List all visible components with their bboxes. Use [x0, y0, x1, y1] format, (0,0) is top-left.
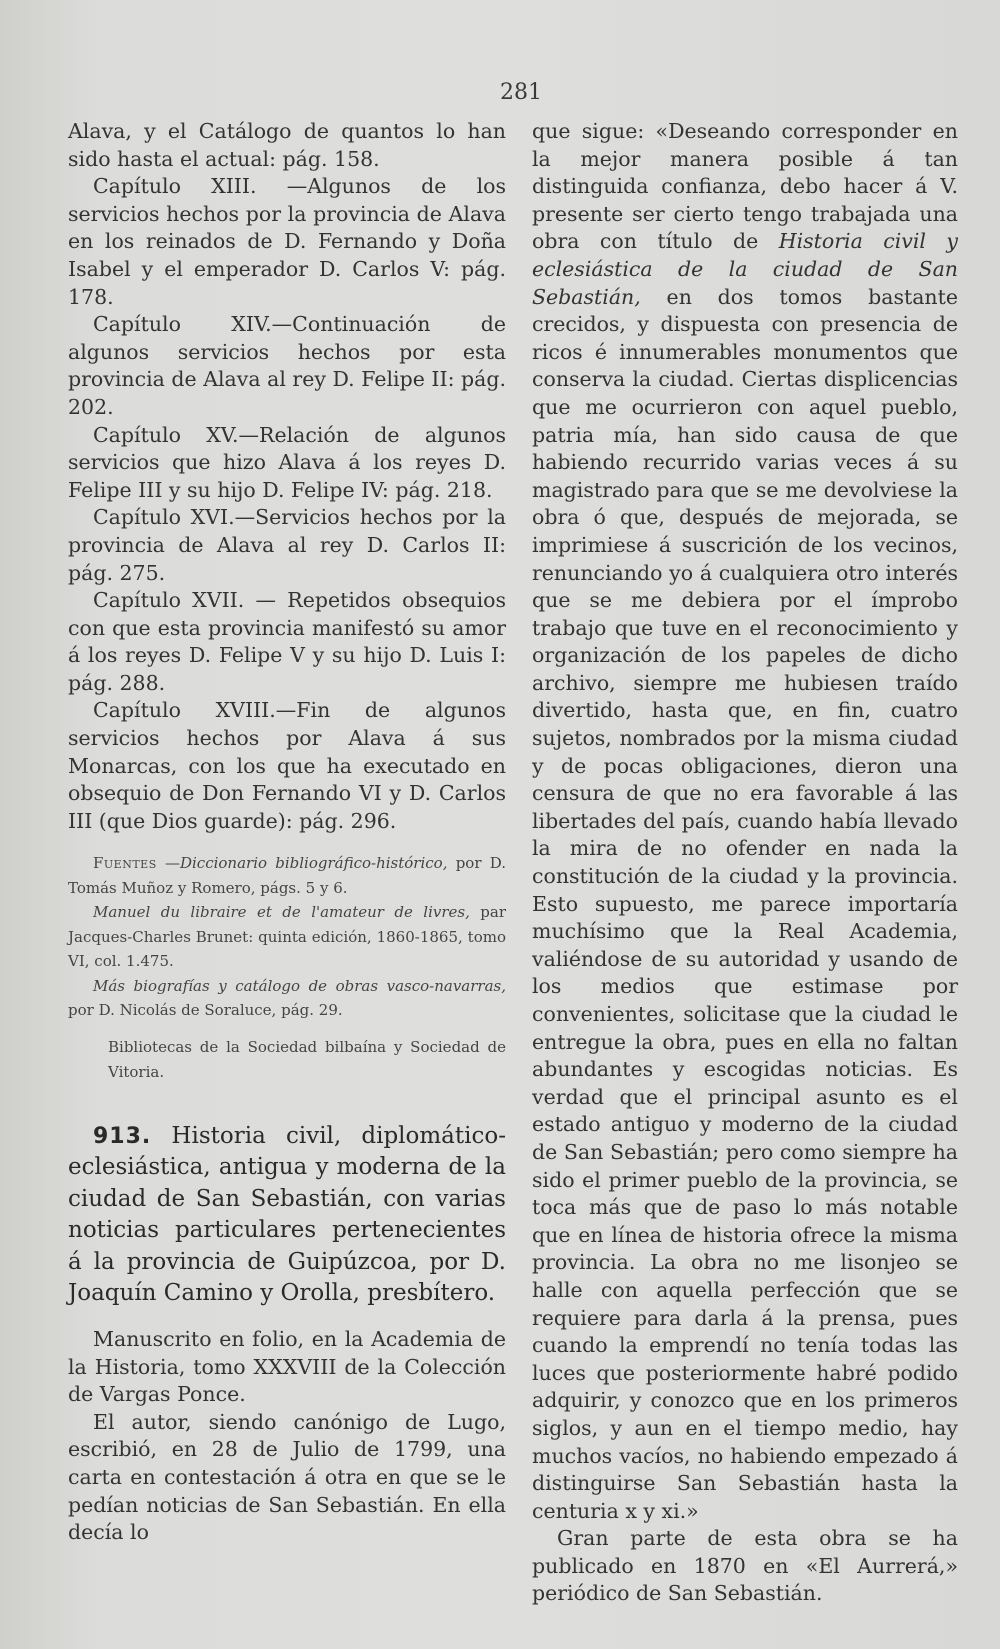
chapter-paragraph: Capítulo XVIII.—Fin de algunos servicios hechos por Alava á sus Monarcas, con los que ha executado en obsequio de Don Fernando VI y D. Carlos III (que Dios guarde): pág. 296. [68, 698, 506, 833]
sources-label: Fuentes [93, 854, 157, 873]
sources-block [68, 851, 506, 1023]
chapter-paragraph: Capítulo XIV.—Continuación de algunos servicios hechos por esta provincia de Alava al rey D. Felipe II: pág. 202. [68, 312, 506, 419]
entry-heading [68, 1121, 506, 1310]
description-paragraph: Manuscrito en folio, en la Academia de la Historia, tomo XXXVIII de la Colección de Vargas Ponce. [68, 1326, 506, 1407]
left-column [68, 118, 506, 1547]
chapter-paragraph: Capítulo XV.—Relación de algunos servicios que hizo Alava á los reyes D. Felipe III y su hijo D. Felipe IV: pág. 218. [68, 422, 506, 502]
libraries-note: Bibliotecas de la Sociedad bilbaína y Sociedad de Vitoria. [108, 1037, 506, 1081]
chapter-paragraph: Alava, y el Catálogo de quantos lo han sido hasta el actual: pág. 158. [68, 119, 506, 171]
source-title: Diccionario bibliográfico-histórico, [179, 854, 448, 873]
source-title: Más biografías y catálogo de obras vasco-navarras, [93, 976, 506, 995]
right-column [532, 118, 958, 1608]
source-1: Fuentes —Diccionario bibliográfico-histórico, por D. Tomás Muñoz y Romero, págs. 5 y 6. [68, 854, 506, 897]
chapter-paragraph: Capítulo XIII. —Algunos de los servicios hechos por la provincia de Alava en los reinados de D. Fernando y Doña Isabel y el emperador D. Carlos V: pág. 178. [68, 174, 506, 309]
page-number: 281 [500, 80, 542, 105]
quoted-title: Historia civil y eclesiástica de la ciudad de San Sebastián, [532, 229, 958, 309]
chapter-paragraph: Capítulo XVII. — Repetidos obsequios con que esta provincia manifestó su amor á los reyes D. Felipe V y su hijo D. Luis I: pág. 288. [68, 588, 506, 695]
source-title: Manuel du libraire et de l'amateur de livres, [93, 903, 470, 922]
source-2: Manuel du libraire et de l'amateur de livres, par Jacques-Charles Brunet: quinta edición, 1860-1865, tomo VI, col. 1.475. [68, 903, 506, 971]
chapter-paragraph: Capítulo XVI.—Servicios hechos por la provincia de Alava al rey D. Carlos II: pág. 275. [68, 505, 506, 585]
description-paragraph: El autor, siendo canónigo de Lugo, escribió, en 28 de Julio de 1799, una carta en contestación á otra en que se le pedían noticias de San Sebastián. En ella decía lo [68, 1409, 506, 1545]
entry-title: Historia civil, diplomático-eclesiástica, antigua y moderna de la ciudad de San Sebastián, con varias noticias particulares pertenecientes á la provincia de Guipúzcoa, por D. Joaquín Camino y Orolla, presbítero. [68, 1122, 506, 1307]
source-3: Más biografías y catálogo de obras vasco-navarras, por D. Nicolás de Soraluce, pág. 29. [68, 976, 506, 1020]
closing-paragraph: Gran parte de esta obra se ha publicado en 1870 en «El Aurrerá,» periódico de San Sebastián. [532, 1526, 958, 1606]
quote-paragraph: que sigue: «Deseando corresponder en la mejor manera posible á tan distinguida confianza, debo hacer á V. presente ser cierto tengo trabajada una obra con título de Historia civil y eclesiástica de la ciudad de San Sebastián, en dos tomos bastante crecidos, y dispuesta con presencia de ricos é innumerables monumentos que conserva la ciudad. Ciertas displicencias que me ocurrieron con aquel pueblo, patria mía, han sido causa de que habiendo recurrido varias veces á su magistrado para que se me devolviese la obra ó que, después de mejorada, se imprimiese á suscrición de los vecinos, renunciando yo á cualquiera otro interés que se me debiera por el ímprobo trabajo que tuve en el reconocimiento y organización de los papeles de dicho archivo, siempre me hubiesen traído divertido, hasta que, en fin, cuatro sujetos, nombrados por la misma ciudad y de pocas obligaciones, dieron una censura de que no era favorable á las libertades del país, cuando había llevado la mira de no ofender en nada la constitución de la ciudad y la provincia. Esto supuesto, me parece importaría muchísimo que la Real Academia, valiéndose de su autoridad y usando de los medios que estimase por convenientes, solicitase que la ciudad le entregue la obra, pues en ella no faltan abundantes y escogidas noticias. Es verdad que el principal asunto es el estado antiguo y moderno de la ciudad de San Sebastián; pero como siempre ha sido el primer pueblo de la provincia, se toca más que de paso lo más notable que en línea de historia ofrece la misma provincia. La obra no me lisonjeo se halle con aquella perfección que se requiere para darla á la prensa, pues cuando la emprendí no tenía todas las luces que posteriormente habré podido adquirir, y conozco que en los primeros siglos, y aun en el tiempo medio, hay muchos vacíos, no habiendo empezado á distinguirse San Sebastián hasta la centuria x y xi.» [532, 119, 958, 1523]
entry-number: 913. [93, 1123, 152, 1149]
